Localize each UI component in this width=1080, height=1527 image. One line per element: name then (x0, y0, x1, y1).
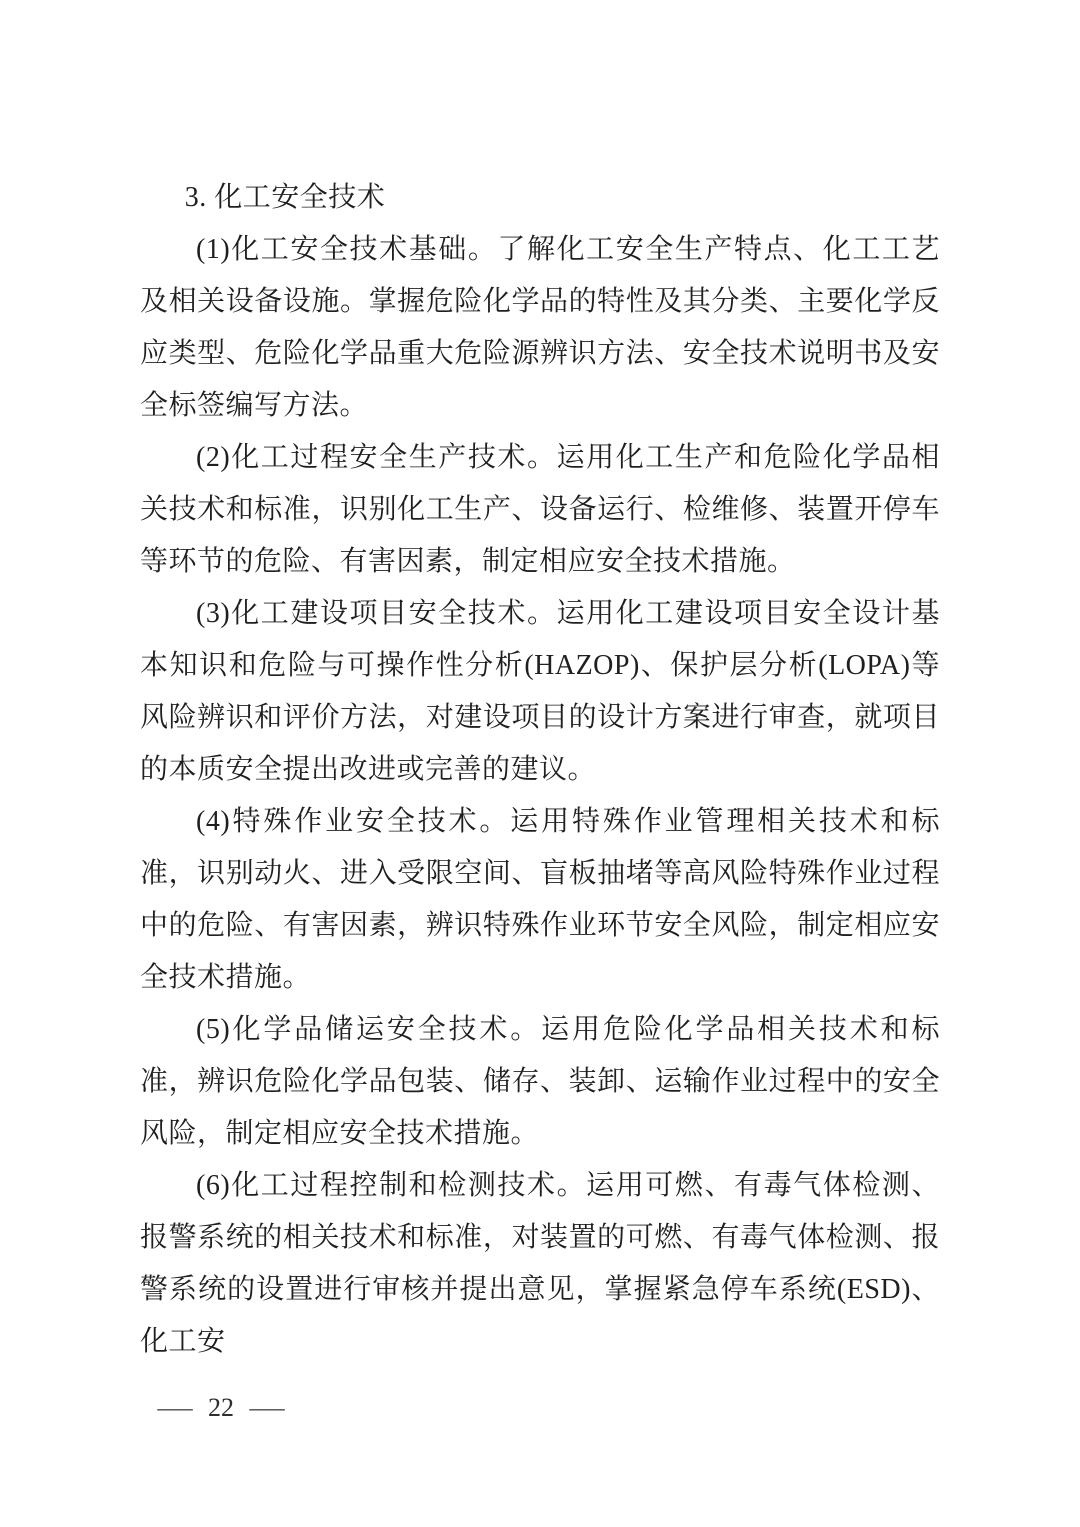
footer-dash-right: — (249, 1393, 285, 1422)
paragraph-4: (4)特殊作业安全技术。运用特殊作业管理相关技术和标准，识别动火、进入受限空间、盲板抽堵等高风险特殊作业过程中的危险、有害因素，辨识特殊作业环节安全风险，制定相应安全技术措施。 (140, 806, 940, 993)
paragraph-3: (3)化工建设项目安全技术。运用化工建设项目安全设计基本知识和危险与可操作性分析(HAZOP)、保护层分析(LOPA)等风险辨识和评价方法，对建设项目的设计方案进行审查，就项目的本质安全提出改进或完善的建议。 (140, 598, 940, 785)
paragraph-2: (2)化工过程安全生产技术。运用化工生产和危险化学品相关技术和标准，识别化工生产、设备运行、检维修、装置开停车等环节的危险、有害因素，制定相应安全技术措施。 (140, 442, 940, 577)
paragraph-5: (5)化学品储运安全技术。运用危险化学品相关技术和标准，辨识危险化学品包装、储存、装卸、运输作业过程中的安全风险，制定相应安全技术措施。 (140, 1014, 940, 1149)
footer-dash-left: — (157, 1393, 193, 1422)
document-body (140, 172, 940, 1368)
paragraph-1: (1)化工安全技术基础。了解化工安全生产特点、化工工艺及相关设备设施。掌握危险化学品的特性及其分类、主要化学反应类型、危险化学品重大危险源辨识方法、安全技术说明书及安全标签编写方法。 (140, 234, 940, 421)
paragraph-6: (6)化工过程控制和检测技术。运用可燃、有毒气体检测、报警系统的相关技术和标准，对装置的可燃、有毒气体检测、报警系统的设置进行审核并提出意见，掌握紧急停车系统(ESD)、化工安 (140, 1170, 940, 1357)
section-heading: 3. 化工安全技术 (184, 182, 386, 213)
page-number: 22 (208, 1393, 234, 1422)
page-footer (140, 1392, 940, 1424)
